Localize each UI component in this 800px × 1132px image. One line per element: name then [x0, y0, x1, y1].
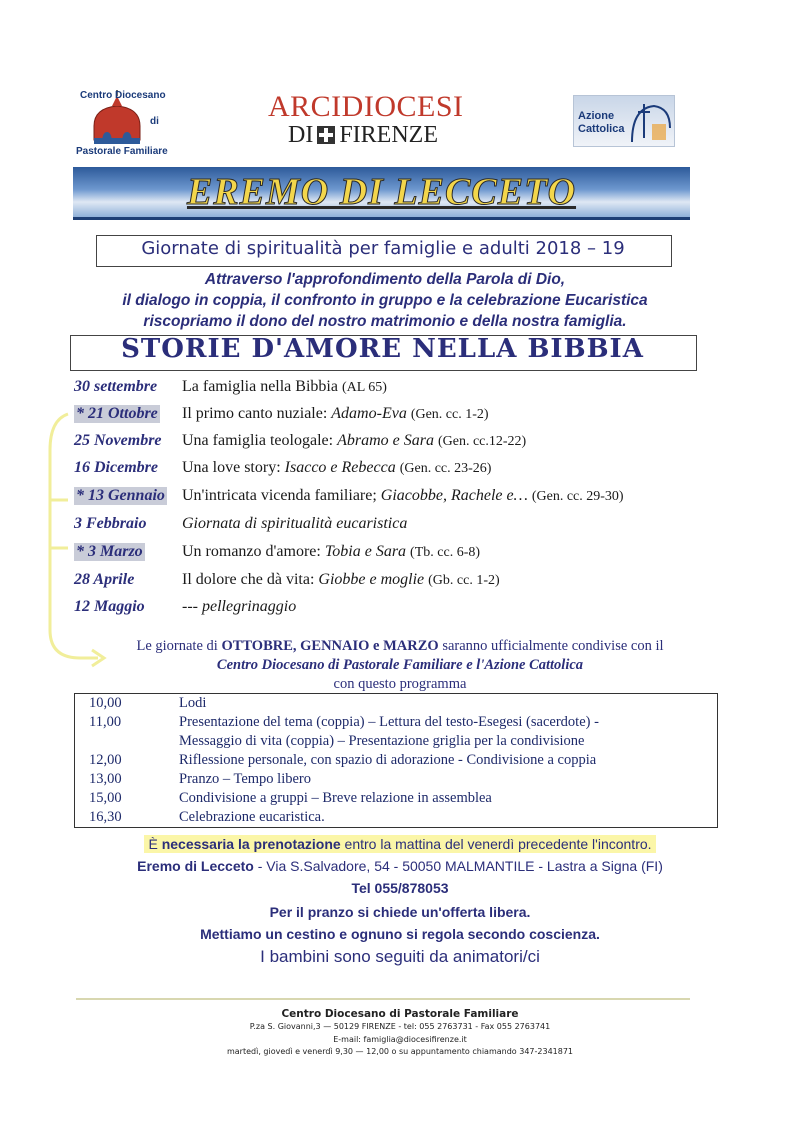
- schedule-desc: [182, 487, 624, 505]
- schedule-italic: Isacco e Rebecca: [284, 459, 396, 476]
- di-firenze-line: [268, 122, 458, 148]
- cross-icon: [317, 126, 335, 144]
- schedule-text: Una love story:: [182, 459, 285, 476]
- children-line: I bambini sono seguiti da animatori/ci: [260, 947, 540, 966]
- schedule-text: Il dolore che dà vita:: [182, 571, 319, 588]
- booking-line: [60, 836, 740, 852]
- footer-title: Centro Diocesano di Pastorale Familiare: [281, 1008, 519, 1020]
- program-row: [75, 751, 717, 770]
- schedule-row: [74, 432, 714, 456]
- program-row: [75, 713, 717, 732]
- schedule-desc: [182, 543, 480, 561]
- program-time: 12,00: [89, 752, 122, 768]
- schedule-ref: (Tb. cc. 6-8): [410, 545, 481, 560]
- schedule-row: [74, 515, 714, 539]
- program-row: [75, 808, 717, 827]
- lunch-line: Per il pranzo si chiede un'offerta libera.: [269, 904, 531, 920]
- schedule-row: [74, 598, 714, 622]
- subtitle: Giornate di spiritualità per famiglie e adulti 2018 – 19: [141, 238, 625, 259]
- program-time: 16,30: [89, 809, 122, 825]
- schedule-date: * 3 Marzo: [76, 543, 143, 560]
- schedule-desc: [182, 598, 296, 616]
- program-row: [75, 789, 717, 808]
- logo-left-line1: Centro Diocesano: [80, 90, 166, 101]
- schedule-text: Il primo canto nuziale:: [182, 405, 332, 422]
- note-line-2: [80, 657, 720, 674]
- schedule-desc: [182, 378, 387, 396]
- schedule-ref: (Gen. cc. 29-30): [531, 489, 624, 504]
- program-time: 11,00: [89, 714, 122, 730]
- schedule-ref: (Gb. cc. 1-2): [428, 573, 500, 588]
- booking-pre: È: [148, 836, 162, 852]
- schedule-desc: [182, 432, 526, 450]
- address-bold: Eremo di Lecceto: [137, 858, 254, 874]
- booking-highlight: [144, 835, 655, 853]
- schedule-date: * 13 Gennaio: [76, 487, 165, 504]
- schedule-row: [74, 378, 714, 402]
- program-time: 15,00: [89, 790, 122, 806]
- booking-post: entro la mattina del venerdì precedente l'incontro.: [340, 836, 652, 852]
- program-desc: Celebrazione eucaristica.: [179, 809, 325, 825]
- schedule-row: [74, 405, 714, 429]
- schedule-desc: [182, 459, 491, 477]
- schedule-date: 16 Dicembre: [74, 459, 158, 476]
- program-desc: Pranzo – Tempo libero: [179, 771, 312, 787]
- schedule-italic: Giacobbe, Rachele e…: [380, 487, 528, 504]
- banner-title: EREMO DI LECCETO: [186, 171, 577, 213]
- tel-line: Tel 055/878053: [351, 880, 449, 896]
- logo-left-line3: Pastorale Familiare: [76, 146, 168, 157]
- schedule-text: La famiglia nella Bibbia: [182, 378, 338, 395]
- intro-line-3: riscopriamo il dono del nostro matrimonio e della nostra famiglia.: [143, 313, 627, 330]
- schedule-italic: Giornata di spiritualità eucaristica: [182, 515, 408, 532]
- schedule-row: [74, 487, 714, 511]
- program-row: [75, 770, 717, 789]
- schedule-text: Un'intricata vicenda familiare;: [182, 487, 381, 504]
- address-line: [60, 858, 740, 874]
- program-time: 10,00: [89, 695, 122, 711]
- schedule-italic: Abramo e Sara: [337, 432, 434, 449]
- program-desc: Messaggio di vita (coppia) – Presentazione griglia per la condivisione: [179, 733, 585, 749]
- schedule-desc: [182, 405, 489, 423]
- schedule-italic: Giobbe e moglie: [318, 571, 425, 588]
- note-line2-text: Centro Diocesano di Pastorale Familiare e l'Azione Cattolica: [216, 657, 584, 673]
- schedule-italic: Adamo-Eva: [331, 405, 407, 422]
- footer-line2: E-mail: famiglia@diocesifirenze.it: [333, 1035, 467, 1044]
- schedule-italic: --- pellegrinaggio: [182, 598, 297, 615]
- program-desc: Presentazione del tema (coppia) – Lettura del testo-Esegesi (sacerdote) -: [179, 714, 599, 730]
- intro-line-1: Attraverso l'approfondimento della Parola di Dio,: [204, 271, 566, 288]
- schedule-ref: (Gen. cc. 23-26): [399, 461, 492, 476]
- firenze-text: FIRENZE: [339, 122, 438, 148]
- di-text: DI: [288, 122, 314, 148]
- basket-line: Mettiamo un cestino e ognuno si regola secondo coscienza.: [200, 926, 600, 942]
- program-row: [75, 732, 717, 751]
- program-desc: Riflessione personale, con spazio di adorazione - Condivisione a coppia: [179, 752, 597, 768]
- cross-dome-icon: [622, 98, 672, 144]
- azione-cattolica-logo: [573, 95, 675, 147]
- schedule-date: 30 settembre: [74, 378, 158, 395]
- schedule-date: 25 Novembre: [74, 432, 162, 449]
- arcidiocesi-text: ARCIDIOCESI: [268, 90, 464, 123]
- intro-line-2: il dialogo in coppia, il confronto in gruppo e la celebrazione Eucaristica: [122, 292, 648, 309]
- schedule-desc: [182, 515, 407, 533]
- azione-text: Azione: [578, 110, 615, 122]
- schedule-date: 28 Aprile: [74, 571, 135, 588]
- schedule-date: 12 Maggio: [74, 598, 145, 615]
- schedule-desc: [182, 571, 500, 589]
- storie-title: STORIE D'AMORE NELLA BIBBIA: [121, 334, 644, 364]
- schedule-italic: Tobia e Sara: [324, 543, 407, 560]
- schedule-ref: (Gen. cc. 1-2): [410, 407, 489, 422]
- schedule-row: [74, 571, 714, 595]
- program-desc: Condivisione a gruppi – Breve relazione in assemblea: [179, 790, 492, 806]
- schedule-date: 3 Febbraio: [74, 515, 147, 532]
- address-rest: - Via S.Salvadore, 54 - 50050 MALMANTILE - Lastra a Signa (FI): [253, 858, 663, 874]
- program-table: [74, 693, 718, 828]
- schedule-row: [74, 459, 714, 483]
- program-row: [75, 694, 717, 713]
- schedule-ref: (AL 65): [341, 380, 387, 395]
- note-part2: saranno ufficialmente condivise con il: [438, 638, 664, 654]
- note-bold: OTTOBRE, GENNAIO e MARZO: [221, 638, 439, 654]
- booking-bold: necessaria la prenotazione: [161, 836, 341, 852]
- schedule-date: * 21 Ottobre: [76, 405, 158, 422]
- centro-diocesano-logo: [72, 88, 172, 163]
- note-line-3: con questo programma: [333, 676, 467, 692]
- schedule-text: Un romanzo d'amore:: [182, 543, 325, 560]
- program-time: [75, 732, 179, 751]
- note-part1: Le giornate di: [136, 638, 222, 654]
- logo-left-line2: di: [150, 116, 159, 127]
- program-time: 13,00: [89, 771, 122, 787]
- cattolica-text: Cattolica: [578, 123, 625, 135]
- arcidiocesi-logo: [268, 90, 464, 152]
- schedule-ref: (Gen. cc.12-22): [437, 434, 527, 449]
- schedule-row: [74, 543, 714, 567]
- note-line-1: [80, 638, 720, 655]
- schedule-text: Una famiglia teologale:: [182, 432, 338, 449]
- footer-line1: P.za S. Giovanni,3 — 50129 FIRENZE - tel: 055 2763731 - Fax 055 2763741: [249, 1022, 551, 1031]
- footer-line3: martedì, giovedì e venerdì 9,30 — 12,00 o su appuntamento chiamando 347-2341871: [226, 1047, 574, 1056]
- program-desc: Lodi: [179, 695, 207, 711]
- footer-divider: [76, 998, 690, 1000]
